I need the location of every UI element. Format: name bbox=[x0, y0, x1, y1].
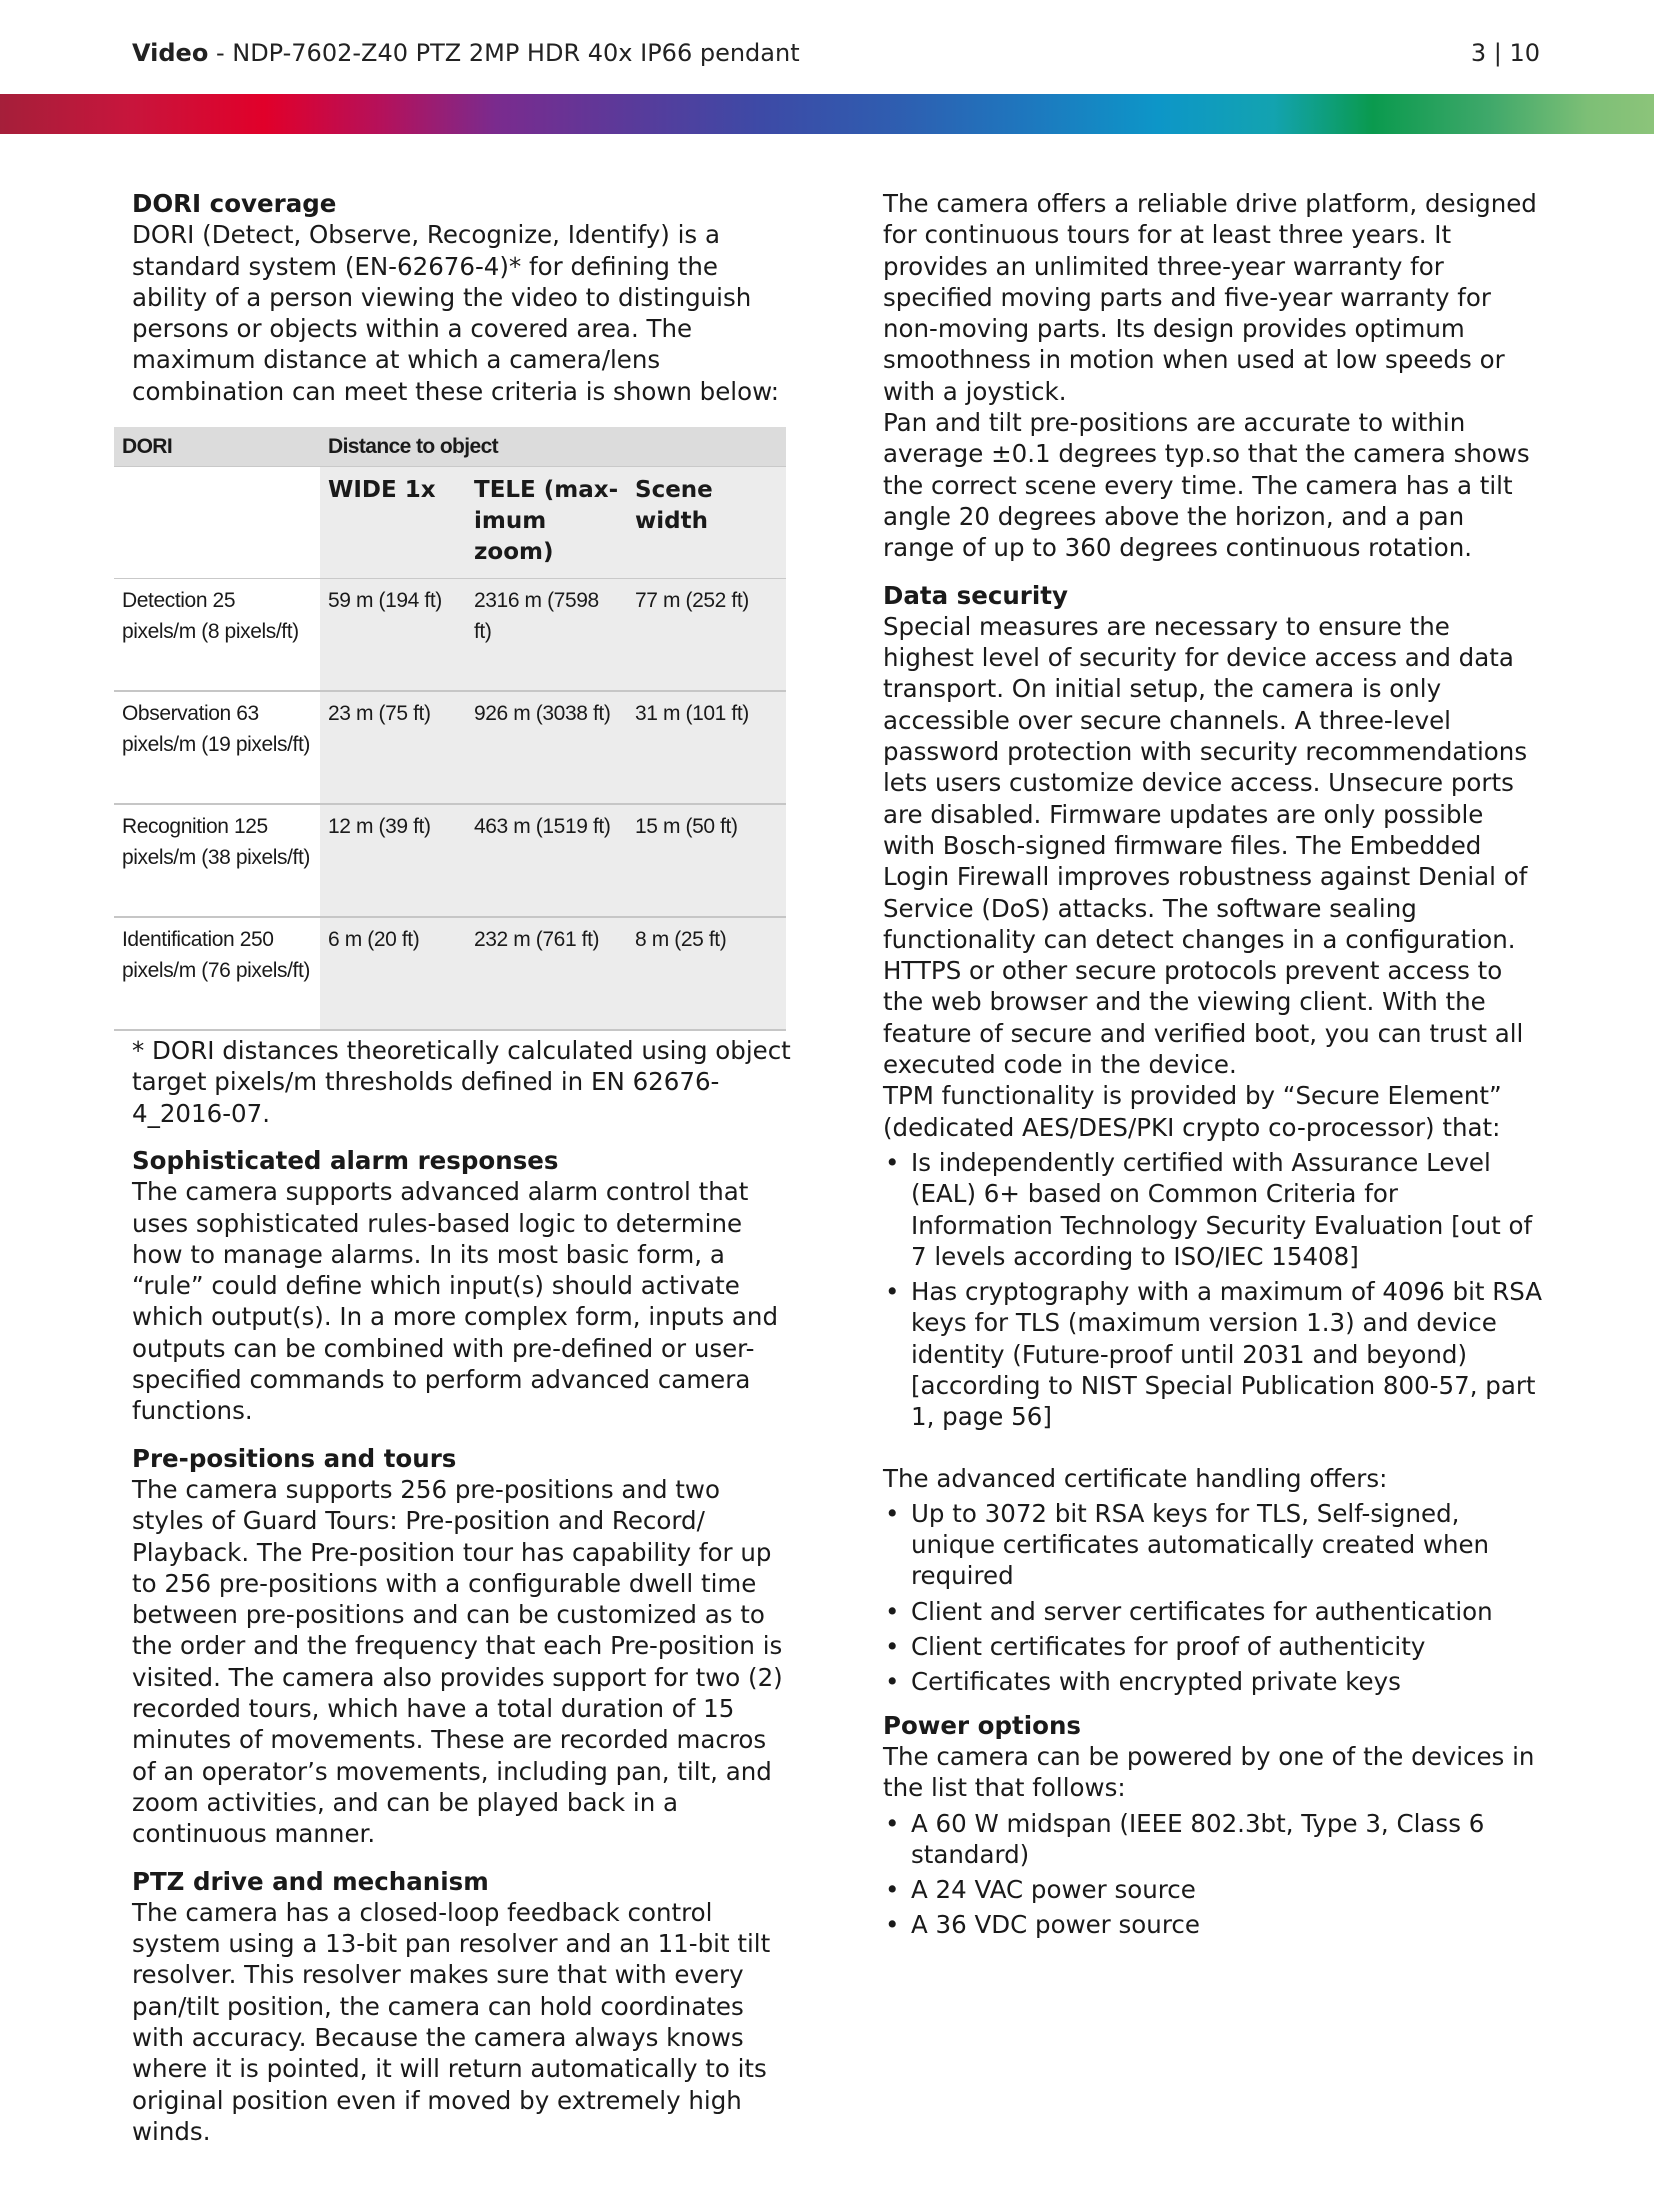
header-wide: WIDE 1x bbox=[320, 467, 466, 579]
list-item: • Client certificates for proof of authenticity bbox=[883, 1631, 1543, 1662]
right-column bbox=[883, 188, 1543, 1945]
cell-scene: 8 m (25 ft) bbox=[627, 917, 786, 1030]
dori-table-header bbox=[114, 427, 786, 467]
cell-scene: 15 m (50 ft) bbox=[627, 804, 786, 917]
dori-intro: DORI (Detect, Observe, Recognize, Identify) is a standard system (EN-62676-4)* for defining the ability of a person viewing the video to distinguish persons or objects within a covered area. The maximum distance at which a camera/lens combination can meet these criteria is shown below: bbox=[132, 220, 780, 406]
list-item: • Certificates with encrypted private keys bbox=[883, 1666, 1543, 1697]
table-row bbox=[114, 804, 786, 917]
list-item: • Up to 3072 bit RSA keys for TLS, Self-signed, unique certificates automatically created when required bbox=[883, 1498, 1543, 1592]
ptz-heading: PTZ drive and mechanism bbox=[132, 1866, 489, 1896]
power-list bbox=[883, 1808, 1543, 1941]
dori-footnote: * DORI distances theoretically calculated using object target pixels/m thresholds defined in EN 62676-4_2016-07. bbox=[132, 1036, 791, 1128]
cert-intro: The advanced certificate handling offers: bbox=[883, 1463, 1388, 1493]
cell-tele: 2316 m (7598 ft) bbox=[466, 579, 627, 692]
dori-table bbox=[114, 427, 786, 1031]
security-body: Special measures are necessary to ensure the highest level of security for device access and data transport. On initial setup, the camera is only accessible over secure channels. A three-level password protection with security recommendations lets users customize device access. Unsecure ports are disabled. Firmware updates are only possible with Bosch-signed firmware files. The Embedded Login Firewall improves robustness against Denial of Service (DoS) attacks. The software sealing functionality can detect changes in a configuration. HTTPS or other secure protocols prevent access to the web browser and the viewing client. With the feature of secure and verified boot, you can trust all executed code in the device. bbox=[883, 611, 1528, 1080]
left-column bbox=[122, 188, 792, 2147]
dori-heading: DORI coverage bbox=[132, 189, 337, 218]
cell-tele: 463 m (1519 ft) bbox=[466, 804, 627, 917]
list-item: • A 60 W midspan (IEEE 802.3bt, Type 3, Class 6 standard) bbox=[883, 1808, 1543, 1871]
row-label: Recognition 125 pixels/m (38 pixels/ft) bbox=[114, 804, 320, 917]
document-title bbox=[132, 39, 800, 67]
list-item: • A 24 VAC power source bbox=[883, 1874, 1543, 1905]
header-blank bbox=[114, 467, 320, 579]
cell-wide: 59 m (194 ft) bbox=[320, 579, 466, 692]
title-category: Video bbox=[132, 39, 209, 67]
header-scene: Scene width bbox=[627, 467, 786, 579]
list-item: • Is independently certified with Assurance Level (EAL) 6+ based on Common Criteria for Information Technology Security Evaluation [out of 7 levels according to ISO/IEC 15408] bbox=[883, 1147, 1543, 1272]
cell-wide: 12 m (39 ft) bbox=[320, 804, 466, 917]
cert-list bbox=[883, 1498, 1543, 1698]
brand-color-band bbox=[0, 94, 1654, 134]
list-item: • Has cryptography with a maximum of 4096 bit RSA keys for TLS (maximum version 1.3) and device identity (Future-proof until 2031 and beyond) [according to NIST Special Publication 800-57, part 1, page 56] bbox=[883, 1276, 1543, 1432]
power-body: The camera can be powered by one of the devices in the list that follows: bbox=[883, 1741, 1535, 1803]
row-label: Identification 250 pixels/m (76 pixels/ft) bbox=[114, 917, 320, 1030]
ptz-body-2: The camera offers a reliable drive platform, designed for continuous tours for at least three years. It provides an unlimited three-year warranty for specified moving parts and five-year warranty for non-moving parts. Its design provides optimum smoothness in motion when used at low speeds or with a joystick. bbox=[883, 189, 1537, 406]
table-row bbox=[114, 691, 786, 804]
header-dori: DORI bbox=[114, 427, 320, 467]
ptz-body-3: Pan and tilt pre-positions are accurate to within average ±0.1 degrees typ.so that the camera shows the correct scene every time. The camera has a tilt angle 20 degrees above the horizon, and a pan range of up to 360 degrees continuous rotation. bbox=[883, 408, 1530, 563]
alarm-body: The camera supports advanced alarm control that uses sophisticated rules-based logic to determine how to manage alarms. In its most basic form, a “rule” could define which input(s) should activate which output(s). In a more complex form, inputs and outputs can be combined with pre-defined or user-specified commands to perform advanced camera functions. bbox=[132, 1177, 778, 1426]
page-header bbox=[132, 36, 1540, 70]
security-heading: Data security bbox=[883, 580, 1068, 610]
title-product: - NDP-7602-Z40 PTZ 2MP HDR 40x IP66 pendant bbox=[208, 39, 800, 67]
table-row bbox=[114, 579, 786, 692]
presets-body: The camera supports 256 pre-positions and two styles of Guard Tours: Pre-position and Record/ Playback. The Pre-position tour has capability for up to 256 pre-positions with a configurable dwell time between pre-positions and can be customized as to the order and the frequency that each Pre-position is visited. The camera also provides support for two (2) recorded tours, which have a total duration of 15 minutes of movements. These are recorded macros of an operator’s movements, including pan, tilt, and zoom activities, and can be played back in a continuous manner. bbox=[132, 1474, 783, 1849]
cell-wide: 23 m (75 ft) bbox=[320, 691, 466, 804]
list-item: • Client and server certificates for authentication bbox=[883, 1596, 1543, 1627]
alarm-heading: Sophisticated alarm responses bbox=[132, 1145, 559, 1175]
dori-table-subheader bbox=[114, 467, 786, 579]
cell-tele: 232 m (761 ft) bbox=[466, 917, 627, 1030]
presets-heading: Pre-positions and tours bbox=[132, 1443, 457, 1473]
list-item: • A 36 VDC power source bbox=[883, 1909, 1543, 1940]
cell-tele: 926 m (3038 ft) bbox=[466, 691, 627, 804]
page-number: 3 | 10 bbox=[1470, 39, 1540, 67]
row-label: Observation 63 pixels/m (19 pixels/ft) bbox=[114, 691, 320, 804]
cell-scene: 31 m (101 ft) bbox=[627, 691, 786, 804]
tpm-list bbox=[883, 1147, 1543, 1433]
ptz-body-1: The camera has a closed-loop feedback control system using a 13-bit pan resolver and an 11-bit tilt resolver. This resolver makes sure that with every pan/tilt position, the camera can hold coordinates with accuracy. Because the camera always knows where it is pointed, it will return automatically to its original position even if moved by extremely high winds. bbox=[132, 1897, 771, 2146]
header-distance: Distance to object bbox=[320, 427, 786, 467]
header-tele: TELE (max-imum zoom) bbox=[466, 467, 627, 579]
tpm-intro: TPM functionality is provided by “Secure Element” (dedicated AES/DES/PKI crypto co-processor) that: bbox=[883, 1081, 1502, 1142]
cell-wide: 6 m (20 ft) bbox=[320, 917, 466, 1030]
cell-scene: 77 m (252 ft) bbox=[627, 579, 786, 692]
table-row bbox=[114, 917, 786, 1030]
row-label: Detection 25 pixels/m (8 pixels/ft) bbox=[114, 579, 320, 692]
power-heading: Power options bbox=[883, 1710, 1081, 1740]
